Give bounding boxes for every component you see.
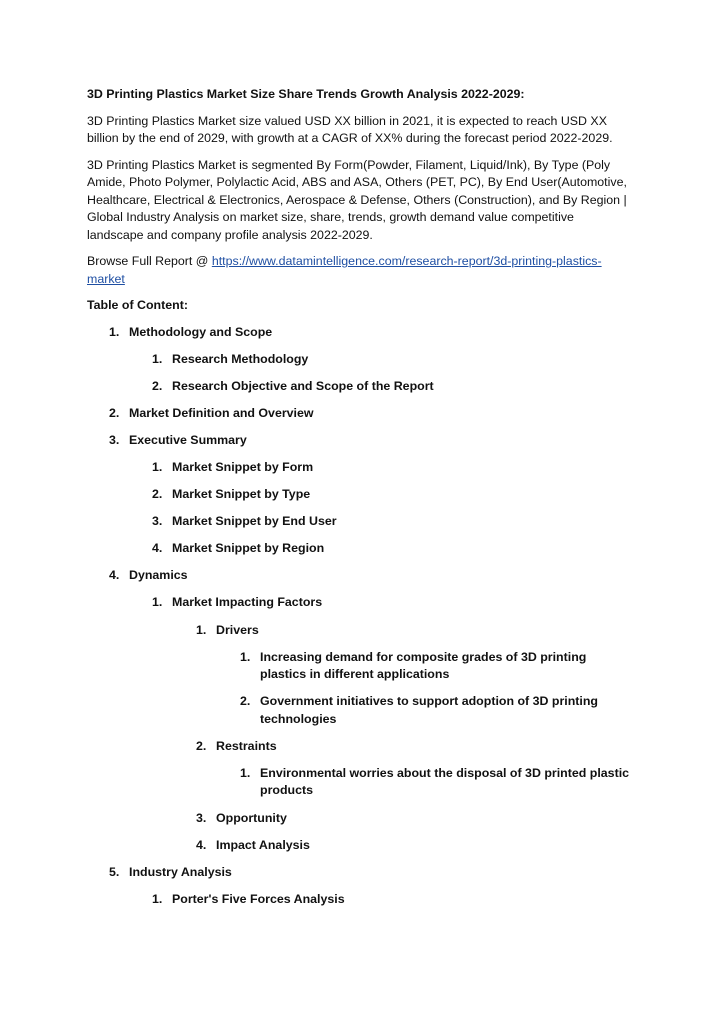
toc-item-row xyxy=(87,486,632,504)
toc-item-label: Opportunity xyxy=(216,810,287,825)
toc-sublist xyxy=(87,765,632,800)
toc-item xyxy=(87,567,632,854)
toc-item-label: Environmental worries about the disposal of 3D printed plastic products xyxy=(260,765,630,798)
toc-item-row xyxy=(87,810,632,828)
full-report-link[interactable]: https://www.datamintelligence.com/research-report/3d-printing-plastics-market xyxy=(87,254,602,286)
toc-item-row xyxy=(87,738,632,756)
toc-item xyxy=(87,864,632,909)
toc-item-row xyxy=(87,765,632,800)
toc-item xyxy=(87,594,632,854)
toc-item-label: Methodology and Scope xyxy=(129,324,273,339)
toc-item xyxy=(87,378,632,396)
toc-item-number: 2. xyxy=(196,738,207,753)
toc-item-label: Market Snippet by Type xyxy=(172,487,311,502)
toc-item-row xyxy=(87,351,632,369)
toc-sublist xyxy=(87,622,632,855)
toc-item xyxy=(87,891,632,909)
toc-item-number: 2. xyxy=(152,487,163,502)
toc-item-row xyxy=(87,459,632,477)
toc-item-row xyxy=(87,540,632,558)
toc-item-row xyxy=(87,622,632,640)
toc-item xyxy=(87,513,632,531)
toc-item-number: 1. xyxy=(152,459,163,474)
toc-item xyxy=(87,693,632,728)
browse-report-line xyxy=(87,253,632,288)
toc-item-label: Market Definition and Overview xyxy=(129,405,314,420)
toc-item-number: 1. xyxy=(152,595,163,610)
toc-item-label: Increasing demand for composite grades of 3D printing plastics in different applications xyxy=(260,649,587,682)
toc-item-label: Market Snippet by Region xyxy=(172,541,325,556)
toc-sublist xyxy=(87,649,632,729)
toc-item xyxy=(87,432,632,558)
toc-item-label: Research Methodology xyxy=(172,351,309,366)
toc-item-label: Industry Analysis xyxy=(129,864,232,879)
toc-item-number: 2. xyxy=(240,694,251,709)
toc-item xyxy=(87,351,632,369)
toc-item-label: Porter's Five Forces Analysis xyxy=(172,891,345,906)
toc-item-row xyxy=(87,837,632,855)
toc-item xyxy=(87,837,632,855)
toc-item xyxy=(87,405,632,423)
toc-item-label: Drivers xyxy=(216,622,259,637)
toc-item xyxy=(87,765,632,800)
browse-prefix: Browse Full Report @ xyxy=(87,254,212,268)
toc-item-row xyxy=(87,405,632,423)
toc-item-label: Government initiatives to support adoption of 3D printing technologies xyxy=(260,694,598,726)
toc-item-row xyxy=(87,513,632,531)
toc-item-row xyxy=(87,567,632,585)
toc-item-number: 1. xyxy=(152,351,163,366)
toc-item-row xyxy=(87,594,632,612)
toc-item-label: Market Snippet by End User xyxy=(172,514,337,529)
toc-item-number: 1. xyxy=(240,765,251,780)
toc-item-number: 3. xyxy=(152,514,163,529)
toc-item-number: 4. xyxy=(196,837,207,852)
toc-item-number: 1. xyxy=(109,324,120,339)
toc-item-number: 3. xyxy=(196,810,207,825)
toc-item-row xyxy=(87,864,632,882)
toc-item-label: Restraints xyxy=(216,738,277,753)
toc-item-number: 5. xyxy=(109,864,120,879)
toc-item xyxy=(87,486,632,504)
toc-item xyxy=(87,324,632,396)
toc-sublist xyxy=(87,594,632,854)
toc-item xyxy=(87,540,632,558)
toc-item-number: 4. xyxy=(152,541,163,556)
toc-item-row xyxy=(87,432,632,450)
toc-item-number: 1. xyxy=(196,622,207,637)
toc-sublist xyxy=(87,351,632,396)
toc-item-row xyxy=(87,324,632,342)
table-of-contents xyxy=(87,324,632,909)
toc-item-label: Executive Summary xyxy=(129,432,247,447)
toc-item-label: Dynamics xyxy=(129,568,188,583)
market-size-paragraph: 3D Printing Plastics Market size valued USD XX billion in 2021, it is expected to reach USD XX billion by the end of 2029, with growth at a CAGR of XX% during the forecast period 2022-2029. xyxy=(87,113,613,145)
toc-item-number: 3. xyxy=(109,432,120,447)
toc-item-label: Market Snippet by Form xyxy=(172,459,314,474)
toc-item xyxy=(87,649,632,684)
toc-item-number: 1. xyxy=(152,891,163,906)
toc-item-number: 4. xyxy=(109,568,120,583)
toc-item-number: 1. xyxy=(240,649,251,664)
toc-item xyxy=(87,738,632,800)
toc-item-row xyxy=(87,891,632,909)
toc-item-number: 2. xyxy=(109,405,120,420)
toc-item xyxy=(87,459,632,477)
toc-item-row xyxy=(87,649,632,684)
toc-item-label: Research Objective and Scope of the Report xyxy=(172,378,434,393)
toc-sublist xyxy=(87,459,632,558)
toc-item-number: 2. xyxy=(152,378,163,393)
toc-item-row xyxy=(87,378,632,396)
toc-sublist xyxy=(87,891,632,909)
toc-item xyxy=(87,810,632,828)
toc-item-row xyxy=(87,693,632,728)
toc-heading: Table of Content: xyxy=(87,298,188,312)
segmentation-paragraph: 3D Printing Plastics Market is segmented By Form(Powder, Filament, Liquid/Ink), By Type (Poly Amide, Photo Polymer, Polylactic Acid, ABS and ASA, Others (PET, PC), By End User(Automotive, Healthcare, Electrical & Electronics, Aerospace & Defense, Others (Construction), and By Region | Global Industry Analysis on market size, share, trends, growth demand value competitive landscape and company profile analysis 2022-2029. xyxy=(87,157,627,242)
document-title: 3D Printing Plastics Market Size Share Trends Growth Analysis 2022-2029: xyxy=(87,87,525,101)
toc-item-label: Market Impacting Factors xyxy=(172,595,323,610)
toc-item-label: Impact Analysis xyxy=(216,837,310,852)
document-content xyxy=(87,86,632,918)
toc-item xyxy=(87,622,632,729)
